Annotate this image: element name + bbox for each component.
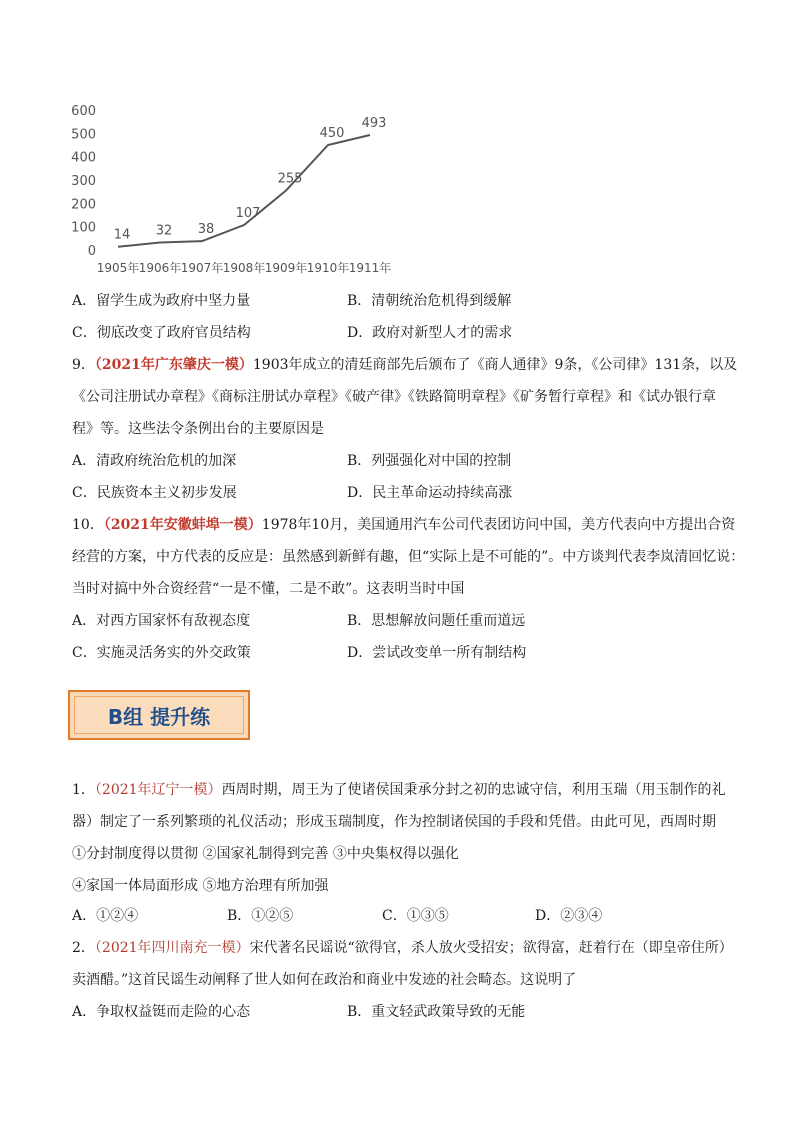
b2-option-b[interactable]: B．重文轻武政策导致的无能 <box>347 1004 526 1020</box>
section-title: B组 提升练 <box>74 696 244 734</box>
b1-option-b[interactable]: B．①②⑤ <box>227 908 294 924</box>
x-tick-label: 1906年 <box>138 261 182 275</box>
b2-stem-line2: 卖酒醋。”这首民谣生动阐释了世人如何在政治和商业中发迹的社会畸态。这说明了 <box>72 972 577 988</box>
q8-option-d[interactable]: D．政府对新型人才的需求 <box>347 325 513 341</box>
data-label: 14 <box>113 227 131 243</box>
x-tick-label: 1907年 <box>180 261 224 275</box>
x-tick-label: 1908年 <box>222 261 266 275</box>
q10-stem-line1 <box>72 515 735 535</box>
enrollment-line-chart <box>70 98 410 278</box>
q10-stem-line3: 当时对搞中外合资经营“一是不懂，二是不敢”。这表明当时中国 <box>72 581 465 597</box>
y-tick-label: 100 <box>71 220 96 236</box>
data-label: 493 <box>361 115 387 131</box>
q10-option-b[interactable]: B．思想解放问题任重而道远 <box>347 613 526 629</box>
chart-canvas <box>70 98 410 278</box>
y-tick-label: 300 <box>71 174 96 189</box>
y-tick-label: 200 <box>71 197 96 213</box>
b1-option-d[interactable]: D．②③④ <box>535 908 603 924</box>
x-tick-label: 1905年 <box>96 261 140 275</box>
q9-text: 1903年成立的清廷商部先后颁布了《商人通律》9条，《公司律》131条，以及 <box>252 357 738 373</box>
b1-stem-line1 <box>72 780 726 800</box>
x-tick-label: 1909年 <box>264 261 308 275</box>
q9-source: （2021年广东肇庆一模） <box>94 357 253 373</box>
y-tick-label: 600 <box>71 104 96 119</box>
q10-option-c[interactable]: C．实施灵活务实的外交政策 <box>72 645 251 661</box>
q9-stem-line3: 程》等。这些法令条例出台的主要原因是 <box>72 421 324 437</box>
b1-stem-line3: ①分封制度得以贯彻 ②国家礼制得到完善 ③中央集权得以强化 <box>72 846 459 862</box>
b2-source: （2021年四川南充一模） <box>94 940 250 956</box>
b1-stem-line4: ④家国一体局面形成 ⑤地方治理有所加强 <box>72 878 329 894</box>
b1-number: 1． <box>72 782 95 798</box>
b1-option-a[interactable]: A．①②④ <box>72 908 139 924</box>
x-tick-label: 1910年 <box>306 261 350 275</box>
data-label: 255 <box>277 171 303 187</box>
b1-option-c[interactable]: C．①③⑤ <box>382 908 449 924</box>
b2-number: 2． <box>72 940 95 956</box>
data-label: 32 <box>155 223 173 239</box>
b2-stem-line1 <box>72 938 733 958</box>
x-tick-label: 1911年 <box>348 261 392 275</box>
q9-option-b[interactable]: B．列强强化对中国的控制 <box>347 453 512 469</box>
y-tick-label: 0 <box>87 244 96 259</box>
b1-source: （2021年辽宁一模） <box>94 782 222 798</box>
data-label: 38 <box>197 222 215 238</box>
q9-option-c[interactable]: C．民族资本主义初步发展 <box>72 485 237 501</box>
q10-stem-line2: 经营的方案，中方代表的反应是：虽然感到新鲜有趣，但“实际上是不可能的”。中方谈判代表李岚清回忆说： <box>72 549 745 565</box>
q9-stem-line1 <box>72 355 737 375</box>
q9-option-d[interactable]: D．民主革命运动持续高涨 <box>347 485 513 501</box>
data-label: 450 <box>319 126 345 141</box>
q10-number: 10． <box>72 517 104 533</box>
q9-number: 9． <box>72 357 95 373</box>
y-tick-label: 400 <box>71 150 96 166</box>
q8-option-a[interactable]: A．留学生成为政府中坚力量 <box>72 293 251 309</box>
q10-source: （2021年安徽蚌埠一模） <box>103 517 262 533</box>
q9-stem-line2: 《公司注册试办章程》《商标注册试办章程》《破产律》《铁路简明章程》《矿务暂行章程》和《试办银行章 <box>72 389 716 405</box>
q10-option-d[interactable]: D．尝试改变单一所有制结构 <box>347 645 527 661</box>
q10-text: 1978年10月，美国通用汽车公司代表团访问中国，美方代表向中方提出合资 <box>261 517 736 533</box>
q9-option-a[interactable]: A．清政府统治危机的加深 <box>72 453 237 469</box>
data-label: 107 <box>235 206 261 222</box>
b1-stem-line2: 器）制定了一系列繁琐的礼仪活动；形成玉瑞制度，作为控制诸侯国的手段和凭借。由此可见，西周时期 <box>72 814 716 830</box>
y-tick-label: 500 <box>71 127 96 143</box>
q8-option-b[interactable]: B．清朝统治危机得到缓解 <box>347 293 512 309</box>
b2-text: 宋代著名民谣说“欲得官，杀人放火受招安；欲得富，赶着行在（即皇帝住所） <box>249 940 733 956</box>
b1-text: 西周时期，周王为了使诸侯国秉承分封之初的忠诚守信，利用玉瑞（用玉制作的礼 <box>221 782 726 798</box>
section-header <box>68 690 250 740</box>
b2-option-a[interactable]: A．争取权益铤而走险的心态 <box>72 1004 251 1020</box>
q8-option-c[interactable]: C．彻底改变了政府官员结构 <box>72 325 251 341</box>
q10-option-a[interactable]: A．对西方国家怀有敌视态度 <box>72 613 251 629</box>
